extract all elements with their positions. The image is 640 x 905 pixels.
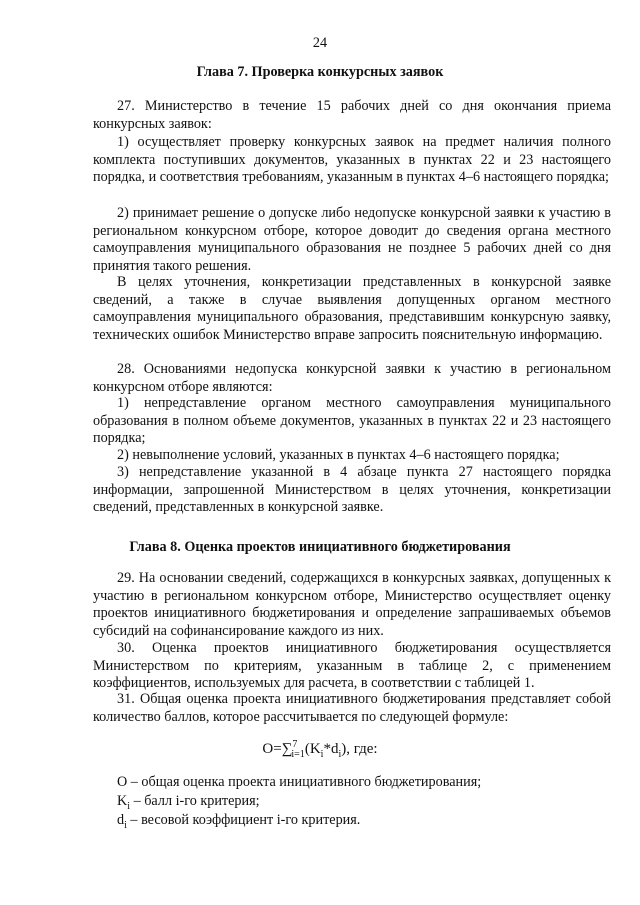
legend-d: [117, 812, 360, 834]
legend-k-sub: i: [127, 800, 131, 812]
paragraph-28-item-3: 3) непредставление указанной в 4 абзаце пункта 27 настоящего порядка информации, запрошенной Министерством в целях уточнения, конкретизации сведений, представленных в конкурсной заявке.: [93, 464, 611, 516]
formula-mul: *d: [323, 741, 339, 757]
sum-lower-limit: i=1: [291, 749, 305, 760]
paragraph-27-clarification: В целях уточнения, конкретизации представленных в конкурсной заявке сведений, а также в случае выявления допущенных органом местного самоуправления муниципального образования, представившим конкурсную заявку, технических ошибок Министерство вправе запросить пояснительную информацию.: [93, 274, 611, 343]
legend-k-text: – балл i-го критерия;: [130, 793, 260, 809]
paragraph-30: 30. Оценка проектов инициативного бюджетирования осуществляется Министерством по критериям, указанным в таблице 2, с применением коэффициентов, используемых для расчета, в соответствии с таблицей 1.: [93, 640, 611, 692]
legend-o: О – общая оценка проекта инициативного бюджетирования;: [117, 774, 482, 790]
paragraph-28-item-1: 1) непредставление органом местного самоуправления муниципального образования в полном объеме документов, указанных в пунктах 22 и 23 настоящего порядка;: [93, 395, 611, 447]
paragraph-27: 27. Министерство в течение 15 рабочих дней со дня окончания приема конкурсных заявок:: [93, 98, 611, 132]
formula-open: (K: [304, 741, 321, 757]
formula-k-sub: i: [320, 749, 324, 760]
legend-k-symbol: K: [117, 793, 128, 809]
sum-upper-limit: 7: [292, 739, 298, 750]
legend-d-sub: i: [124, 819, 127, 831]
chapter-8-title: Глава 8. Оценка проектов инициативного бюджетирования: [129, 539, 511, 555]
score-formula: [0, 736, 640, 764]
paragraph-28-item-2: 2) невыполнение условий, указанных в пунктах 4–6 настоящего порядка;: [117, 447, 560, 463]
sum-symbol: ∑: [281, 741, 293, 757]
formula-lhs: O=: [262, 741, 282, 757]
formula-d-sub: i: [338, 749, 342, 760]
paragraph-29: 29. На основании сведений, содержащихся в конкурсных заявках, допущенных к участию в региональном конкурсном отборе, Министерство осуществляет оценку проектов инициативного бюджетирования и определение запрашиваемых объемов субсидий на софинансирование каждого из них.: [93, 570, 611, 639]
legend-d-text: – весовой коэффициент i-го критерия.: [126, 812, 361, 828]
chapter-7-title: Глава 7. Проверка конкурсных заявок: [196, 64, 444, 80]
formula-close: ), где:: [341, 741, 378, 757]
paragraph-31: 31. Общая оценка проекта инициативного бюджетирования представляет собой количество баллов, которое рассчитывается по следующей формуле:: [93, 691, 611, 725]
paragraph-27-item-2: 2) принимает решение о допуске либо недопуске конкурсной заявки к участию в региональном конкурсном отборе, которое доводит до сведения органа местного самоуправления муниципального образования не позднее 5 рабочих дней со дня принятия такого решения.: [93, 205, 611, 274]
page-number: 24: [312, 35, 328, 51]
legend-d-symbol: d: [117, 812, 125, 828]
paragraph-28: 28. Основаниями недопуска конкурсной заявки к участию в региональном конкурсном отборе являются:: [93, 361, 611, 395]
paragraph-27-item-1: 1) осуществляет проверку конкурсных заявок на предмет наличия полного комплекта поступивших документов, указанных в пунктах 22 и 23 настоящего порядка, и соответствия требованиям, указанным в пунктах 4–6 настоящего порядка;: [93, 134, 611, 186]
